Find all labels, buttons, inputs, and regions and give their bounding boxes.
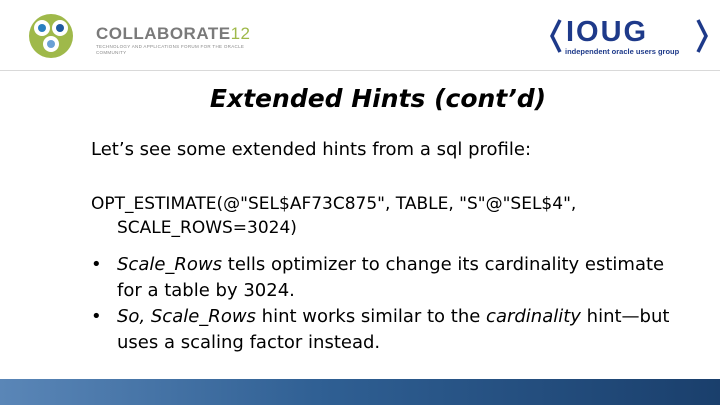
- intro-text: Let’s see some extended hints from a sql profile:: [91, 139, 532, 160]
- slide-footer-bar: [0, 379, 720, 405]
- collaborate-tagline: TECHNOLOGY AND APPLICATIONS FORUM FOR THE ORACLE COMMUNITY: [96, 44, 245, 55]
- bullet-item-cardinality: [91, 304, 691, 356]
- collaborate-wordmark: COLLABORATE12: [96, 24, 251, 43]
- slide-header: [0, 0, 720, 70]
- bullet-text: tells optimizer to change its cardinality estimate for a table by 3024.: [117, 254, 665, 301]
- bullet-list: [91, 252, 691, 356]
- bullet-text-end: hint—but uses a scaling factor instead.: [117, 306, 670, 353]
- bullet-item-scale-rows: [91, 252, 691, 304]
- bullet-icon: •: [91, 254, 102, 275]
- ioug-tagline: independent oracle users group: [565, 47, 680, 56]
- bullet-emphasis: Scale_Rows: [117, 254, 223, 275]
- slide-title: Extended Hints (cont’d): [209, 84, 547, 113]
- code-line-1: OPT_ESTIMATE(@"SEL$AF73C875", TABLE, "S"@"SEL$4",: [91, 194, 577, 214]
- bullet-emphasis: So, Scale_Rows: [117, 306, 256, 327]
- ioug-wordmark: IOUG: [566, 16, 649, 48]
- collaborate-logo: [22, 12, 80, 60]
- bullet-emphasis-cardinality: cardinality: [486, 306, 581, 327]
- bullet-text: hint works similar to the: [255, 306, 487, 327]
- header-divider: [0, 70, 720, 71]
- bullet-icon: •: [91, 306, 102, 327]
- code-line-2: SCALE_ROWS=3024): [117, 218, 297, 238]
- hint-code-block: [91, 192, 651, 240]
